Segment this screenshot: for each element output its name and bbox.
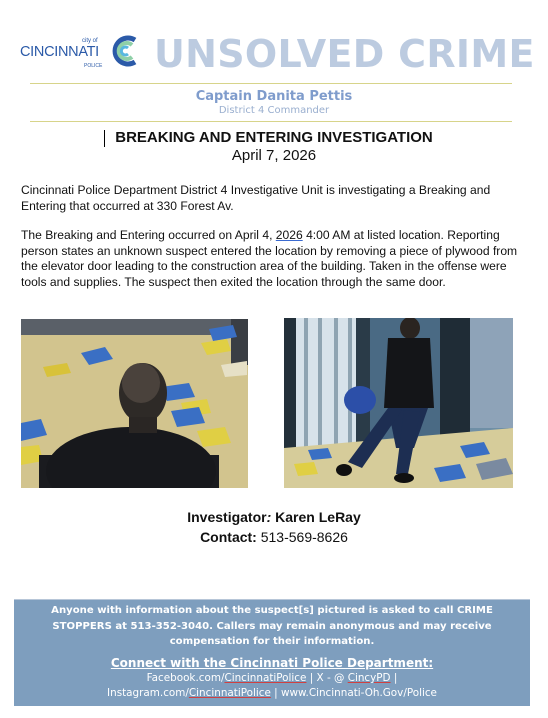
instagram-prefix: Instagram.com/ <box>107 687 189 699</box>
investigator-colon: : <box>266 509 272 525</box>
crime-stoppers-footer <box>14 599 530 706</box>
incident-year: 2026 <box>275 228 303 242</box>
unsolved-crime-banner: UNSOLVED CRIME <box>154 32 535 76</box>
header-rule-bottom <box>30 121 512 122</box>
x-prefix: | X - @ <box>306 672 348 684</box>
incident-text-rest: 4:00 AM at listed location. Reporting person states an unknown suspect entered the location by removing a piece of plywood from the elevator door leading to the construction area of the building. Taken in the offense were tools and supplies. The suspect then exited the location through the same door. <box>21 228 518 289</box>
logo-city-of: city of <box>82 38 98 44</box>
incident-text-start: The Breaking and Entering occurred on April 4, <box>21 228 276 242</box>
social-links <box>14 671 530 701</box>
contact-line <box>0 529 548 545</box>
cincinnati-police-logo <box>20 34 140 74</box>
intro-paragraph: Cincinnati Police Department District 4 Investigative Unit is investigating a Breaking and Entering that occurred at 330 Forest Av. <box>21 183 491 213</box>
connect-heading: Connect with the Cincinnati Police Department: <box>110 656 434 670</box>
suspect-photo-face <box>21 319 248 488</box>
document-title: BREAKING AND ENTERING INVESTIGATION <box>115 129 433 146</box>
captain-name: Captain Danita Pettis <box>195 89 353 104</box>
investigator-line <box>0 509 548 525</box>
contact-label: Contact: <box>200 529 257 545</box>
header-rule-top <box>30 83 512 84</box>
social-links-line-2 <box>14 686 530 701</box>
incident-paragraph <box>21 228 529 290</box>
contact-phone: 513-569-8626 <box>256 529 348 545</box>
investigator-name: Karen LeRay <box>271 509 361 525</box>
logo-c-mark-icon <box>110 34 140 68</box>
website-link[interactable]: | www.Cincinnati-Oh.Gov/Police <box>270 687 437 699</box>
facebook-link[interactable]: CincinnatiPolice <box>224 672 307 684</box>
facebook-prefix: Facebook.com/ <box>146 672 225 684</box>
document-date: April 7, 2026 <box>231 147 317 164</box>
logo-police: POLICE <box>84 63 103 69</box>
suspect-photo-exit <box>284 318 513 488</box>
district-commander: District 4 Commander <box>218 105 330 116</box>
line1-separator: | <box>390 672 398 684</box>
x-link[interactable]: CincyPD <box>347 672 391 684</box>
instagram-link[interactable]: CincinnatiPolice <box>188 687 271 699</box>
social-links-line-1 <box>14 671 530 686</box>
logo-city-name: CINCINNATI <box>20 44 99 60</box>
crime-stoppers-message: Anyone with information about the suspect[s] pictured is asked to call CRIME STOPPERS at 513-352-3040. Callers may remain anonymous and may receive compensation for their information. <box>51 605 493 648</box>
investigator-label: Investigator <box>187 509 267 525</box>
